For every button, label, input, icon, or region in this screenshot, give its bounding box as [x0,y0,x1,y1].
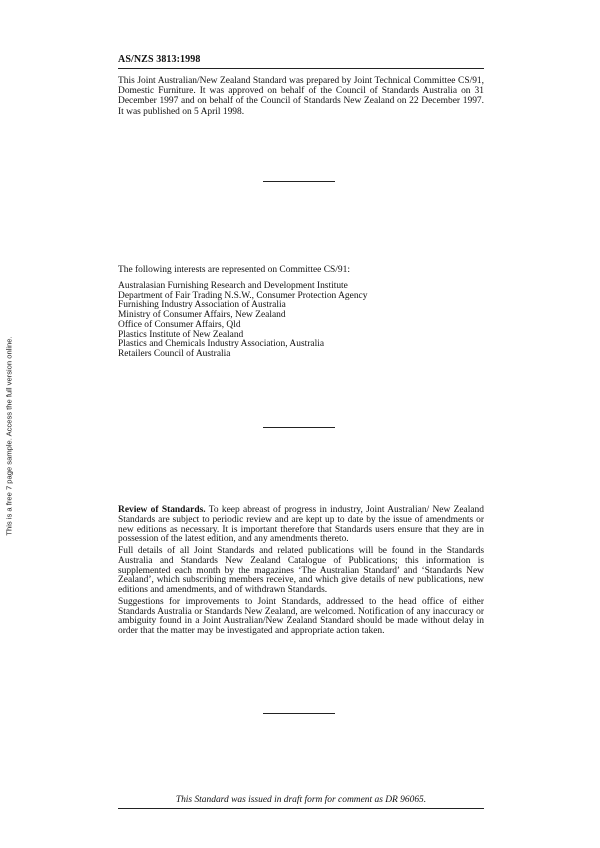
review-paragraph: Suggestions for improvements to Joint Standards, addressed to the head office of either Standards Australia or Standards New Zealand, are welcomed. Notification of any inaccuracy or ambiguity found in a Joint Australian/New Zealand Standard should be made without delay in order that the matter may be investigated and appropriate action taken. [118,596,484,636]
side-notice-text: This is a free 7 page sample. Access the full version online. [4,336,14,536]
review-of-standards [118,506,484,639]
review-paragraph [118,506,484,545]
review-heading: Review of Standards. [118,505,206,515]
preparation-statement: This Joint Australian/New Zealand Standard was prepared by Joint Technical Committee CS/91, Domestic Furniture. It was approved on behalf of the Council of Standards Australia on 31 December 1997 and on behalf of the Council of Standards New Zealand on 22 December 1997. It was published on 5 April 1998. [118,76,484,117]
draft-note: This Standard was issued in draft form for comment as DR 96065. [175,795,427,805]
footer-rule [118,808,484,809]
organization-item: Plastics and Chemicals Industry Association, Australia [118,339,325,350]
header-rule [118,68,484,69]
section-divider [263,713,335,714]
organization-item: Australasian Furnishing Research and Development Institute [118,281,348,291]
organization-item: Office of Consumer Affairs, Qld [118,319,241,330]
organization-item: Ministry of Consumer Affairs, New Zealand [118,310,286,321]
organization-item: Department of Fair Trading N.S.W., Consumer Protection Agency [118,290,368,301]
review-paragraph-text: To keep abreast of progress in industry, Joint Australian/ New Zealand Standards are subject to periodic review and are kept up to date by the issue of amendments or new editions as necessary. It is important therefore that Standards users ensure that they are in possession of the latest edition, and any amendments thereto. [118,505,484,545]
committee-intro: The following interests are represented on Committee CS/91: [118,265,350,275]
section-divider [263,181,335,182]
organization-item: Plastics Institute of New Zealand [118,329,244,340]
standard-number: AS/NZS 3813:1998 [118,54,201,65]
section-divider [263,427,335,428]
committee-organization-list [118,282,367,360]
review-paragraph: Full details of all Joint Standards and related publications will be found in the Standards Australia and Standards New Zealand Catalogue of Publications; this information is supplemented each month by the magazines ‘The Australian Standard’ and ‘Standards New Zealand’, which subscribing members receive, and which give details of new publications, new editions and amendments, and of withdrawn Standards. [118,546,484,595]
organization-item: Retailers Council of Australia [118,348,231,359]
page-header [118,54,484,69]
organization-item: Furnishing Industry Association of Australia [118,300,286,311]
